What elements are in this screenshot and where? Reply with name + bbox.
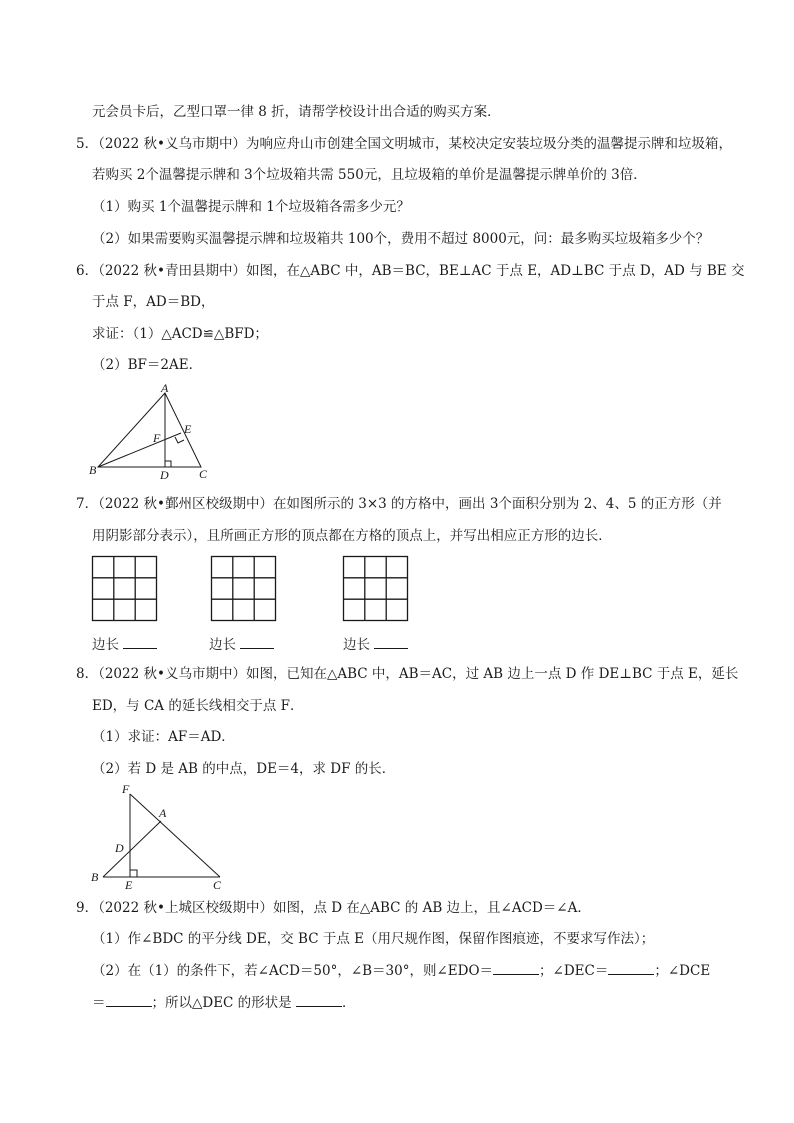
line-ba	[103, 821, 161, 877]
answer-blank[interactable]	[123, 636, 157, 649]
question-text: ；所以△DEC 的形状是	[151, 995, 292, 1011]
question-9-header	[76, 899, 591, 917]
side-length-field-2	[209, 636, 274, 654]
question-7-header	[76, 495, 722, 513]
answer-blank[interactable]	[608, 962, 654, 975]
side-length-label: 边长	[92, 637, 119, 653]
question-text: 于点 F，AD＝BD，	[92, 294, 215, 310]
label-d: D	[115, 841, 124, 855]
line-fc	[130, 794, 220, 877]
right-angle-mark-e	[130, 870, 137, 877]
grid-3x3-3	[343, 556, 409, 622]
label-a: A	[161, 381, 169, 395]
label-d: D	[160, 468, 169, 482]
side-length-field-3	[343, 636, 408, 654]
question-text: ＝	[92, 995, 106, 1011]
answer-blank[interactable]	[296, 994, 342, 1007]
question-text: ED，与 CA 的延长线相交于点 F．	[92, 698, 304, 714]
question-part-2-cont	[92, 994, 355, 1012]
question-number: 9．	[76, 900, 99, 916]
right-angle-mark-e	[175, 437, 184, 443]
question-part-2	[92, 962, 710, 980]
question-text: ．	[341, 995, 356, 1011]
right-angle-mark-d	[165, 461, 171, 467]
question-source: （2022 秋•义乌市期中）	[98, 666, 246, 682]
question-text: ；∠DEC＝	[539, 963, 609, 979]
side-length-label: 边长	[209, 637, 236, 653]
question-text: 用阴影部分表示），且所画正方形的顶点都在方格的顶点上，并写出相应正方形的边长．	[92, 528, 612, 544]
question-6-header	[76, 262, 744, 280]
label-c: C	[213, 878, 222, 892]
altitude-be	[98, 433, 181, 467]
question-part: （2）BF＝2AE．	[92, 357, 203, 373]
question-text: 如图，已知在△ABC 中，AB＝AC，过 AB 边上一点 D 作 DE⊥BC 于点 E，延长	[245, 666, 739, 682]
question-text: 在如图所示的 3×3 的方格中，画出 3个面积分别为 2、4、5 的正方形（并	[272, 496, 722, 512]
question-source: （2022 秋•鄞州区校级期中）	[98, 496, 273, 512]
question-text: （2）在（1）的条件下，若∠ACD＝50°，∠B＝30°，则∠EDO＝	[92, 963, 494, 979]
label-e: E	[125, 878, 133, 892]
side-length-label: 边长	[343, 637, 370, 653]
label-c: C	[199, 467, 208, 481]
answer-blank[interactable]	[493, 962, 539, 975]
question-number: 7．	[76, 496, 99, 512]
question-text: 如图，点 D 在△ABC 的 AB 边上，且∠ACD＝∠A．	[272, 900, 591, 916]
question-source: （2022 秋•上城区校级期中）	[98, 900, 273, 916]
question-source: （2022 秋•青田县期中）	[98, 263, 246, 279]
question-number: 6．	[76, 263, 99, 279]
label-a: A	[159, 806, 167, 820]
question-part: （1）作∠BDC 的平分线 DE，交 BC 于点 E（用尺规作图，保留作图痕迹，不要求写作法）；	[92, 931, 655, 947]
question-part: （2）若 D 是 AB 的中点，DE＝4，求 DF 的长．	[92, 761, 396, 777]
grid-3x3-2	[211, 556, 277, 622]
question-text: ；∠DCE	[654, 963, 711, 979]
question-part: （1）购买 1个温馨提示牌和 1个垃圾箱各需多少元？	[92, 199, 410, 215]
label-f: F	[153, 431, 161, 445]
label-f: F	[122, 782, 130, 796]
triangle-figure-q6	[85, 381, 225, 482]
question-part: 求证：（1）△ACD≌△BFD；	[92, 326, 268, 342]
answer-blank[interactable]	[374, 636, 408, 649]
question-text: 如图，在△ABC 中，AB＝BC，BE⊥AC 于点 E，AD⊥BC 于点 D，AD 与 BE 交	[245, 263, 745, 279]
question-number: 5．	[76, 136, 99, 152]
question-text: 为响应舟山市创建全国文明城市，某校决定安装垃圾分类的温馨提示牌和垃圾箱，	[245, 136, 732, 152]
grid-3x3-1	[92, 556, 158, 622]
label-e: E	[184, 422, 192, 436]
question-part: （2）如果需要购买温馨提示牌和垃圾箱共 100个，费用不超过 8000元，问：最多购买垃圾箱多少个？	[92, 231, 710, 247]
question-part: （1）求证：AF＝AD．	[92, 729, 235, 745]
question-source: （2022 秋•义乌市期中）	[98, 136, 246, 152]
question-5-header	[76, 135, 732, 153]
triangle-figure-q8	[85, 782, 230, 892]
answer-blank[interactable]	[240, 636, 274, 649]
question-number: 8．	[76, 666, 99, 682]
question-text: 若购买 2个温馨提示牌和 3个垃圾箱共需 550元，且垃圾箱的单价是温馨提示牌单价的 3倍．	[92, 167, 647, 183]
answer-blank[interactable]	[106, 994, 152, 1007]
side-length-field-1	[92, 636, 157, 654]
label-b: B	[89, 463, 97, 477]
question-8-header	[76, 665, 738, 683]
intro-text: 元会员卡后，乙型口罩一律 8 折，请帮学校设计出合适的购买方案．	[92, 104, 501, 120]
label-b: B	[91, 870, 99, 884]
